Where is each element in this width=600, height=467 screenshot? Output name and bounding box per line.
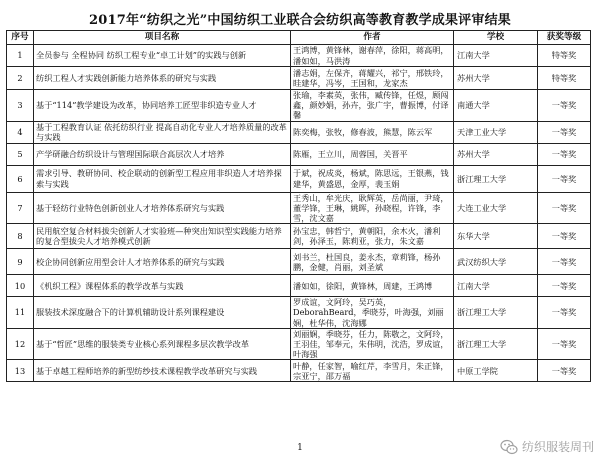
row-school: 苏州大学 [454,67,538,90]
row-no: 9 [7,249,34,275]
row-award: 一等奖 [538,143,591,165]
row-school: 东华大学 [454,224,538,249]
row-school: 浙江理工大学 [454,165,538,192]
table-row [7,143,591,165]
table-row [7,121,591,143]
table-row [7,328,591,360]
row-no: 7 [7,192,34,224]
row-school: 浙江理工大学 [454,297,538,329]
header-no: 序号 [7,31,34,45]
row-project: 需求引导、教研协同、校企联动的创新型工程应用非织造人才培养探索与实践 [34,165,291,192]
row-project: 民用航空复合材料拔尖创新人才实验班—种突出知识型实践能力培养的复合型拔尖人才培养模式创新 [34,224,291,249]
row-no: 5 [7,143,34,165]
row-authors: 于斌，祝成炎，杨斌，陈思远，王银燕，钱建华，黄盛恩，金厚，裴玉娟 [291,165,454,192]
row-project: 产学研融合纺织设计与管理国际联合高层次人才培养 [34,143,291,165]
page-number: 1 [297,443,303,453]
row-school: 天津工业大学 [454,121,538,143]
row-no: 12 [7,328,34,360]
row-project: 校企协同创新应用型会计人才培养体系的研究与实践 [34,249,291,275]
row-no: 4 [7,121,34,143]
row-award: 一等奖 [538,224,591,249]
row-authors: 陈雁，王立川，周蓉国，关晋平 [291,143,454,165]
row-project: 纺织工程人才实践创新能力培养体系的研究与实践 [34,67,291,90]
table-row [7,165,591,192]
table-row [7,90,591,122]
row-project: 基于“114”教学建设为改革，协同培养工匠型非织造专业人才 [34,90,291,122]
table-row [7,224,591,249]
row-award: 一等奖 [538,360,591,382]
row-school: 大连工业大学 [454,192,538,224]
row-award: 一等奖 [538,275,591,297]
row-authors: 叶静，任家智，喻红芹，李雪月，朱正锋，宗亚宁，邵万福 [291,360,454,382]
row-award: 特等奖 [538,67,591,90]
table-row [7,249,591,275]
row-project: 《机织工程》课程体系的教学改革与实践 [34,275,291,297]
row-authors: 罗成谊，文阿玲，吴巧英，DeborahBeard，季晓芬，叶海强，刘丽娴，杜华伟，沈海娜 [291,297,454,329]
row-school: 武汉纺织大学 [454,249,538,275]
row-school: 中原工学院 [454,360,538,382]
row-no: 2 [7,67,34,90]
row-no: 8 [7,224,34,249]
document-title: 2017年“纺织之光”中国纺织工业联合会纺织高等教育教学成果评审结果 [89,13,511,28]
row-award: 一等奖 [538,249,591,275]
header-authors: 作者 [291,31,454,45]
table-row [7,192,591,224]
row-school: 苏州大学 [454,143,538,165]
table-row [7,67,591,90]
row-no: 1 [7,45,34,67]
table-row [7,297,591,329]
watermark [500,438,594,455]
table-row [7,45,591,67]
row-project: 基于卓越工程师培养的新型纺纱技术课程教学改革研究与实践 [34,360,291,382]
row-project: 全员参与 全程协同 纺织工程专业“卓工计划”的实践与创新 [34,45,291,67]
row-authors: 张瑜，李素英，张伟，臧传锋，任煜，顾闯鑫，颜妙娟，孙卉，张广宇，曹振博，付译馨 [291,90,454,122]
row-award: 一等奖 [538,328,591,360]
row-authors: 刘丽娴，季晓芬，任力，陈敬之，文阿玲，王羽佳，邹奉元，朱伟明，沈浩，罗成谊，叶海强 [291,328,454,360]
row-award: 一等奖 [538,297,591,329]
row-project: 基于工程教育认证 依托纺织行业 提高自动化专业人才培养质量的改革与实践 [34,121,291,143]
row-no: 10 [7,275,34,297]
header-award: 获奖等级 [538,31,591,45]
row-authors: 刘书兰，杜国良，姜永杰，章莉锋，杨孙鹏，金健，肖丽，刘圣斌 [291,249,454,275]
wechat-icon [500,439,518,455]
row-school: 浙江理工大学 [454,328,538,360]
row-award: 一等奖 [538,192,591,224]
row-school: 江南大学 [454,45,538,67]
row-authors: 潘志娟，左保齐，蒋耀兴，祁宁，邢铁玲，眭建华，冯岑，王国和，龙家杰 [291,67,454,90]
row-authors: 王鸿博，黄锋林，谢春萍，徐阳，蒋高明，潘如如，马洪涛 [291,45,454,67]
row-authors: 孙宝忠，韩哲宁，黄朝阳，余木火，潘利剑，孙泽玉，陈莉亚，张力，朱文嘉 [291,224,454,249]
row-no: 13 [7,360,34,382]
row-project: 基于“哲匠”思维的服装类专业核心系列课程多层次教学改革 [34,328,291,360]
watermark-text: 纺织服装周刊 [521,440,594,454]
table-row [7,360,591,382]
row-school: 南通大学 [454,90,538,122]
row-project: 基于轻纺行业特色创新创业人才培养体系研究与实践 [34,192,291,224]
row-school: 江南大学 [454,275,538,297]
header-project: 项目名称 [34,31,291,45]
row-award: 一等奖 [538,90,591,122]
results-table [6,30,591,382]
table-header-row [7,31,591,45]
header-school: 学校 [454,31,538,45]
row-no: 11 [7,297,34,329]
row-award: 特等奖 [538,45,591,67]
row-award: 一等奖 [538,121,591,143]
row-authors: 陈奕梅，张牧，修春波，熊慧，陈云军 [291,121,454,143]
row-no: 6 [7,165,34,192]
row-authors: 潘如如，徐阳，黄锋林，周建，王鸿博 [291,275,454,297]
row-authors: 王秀山，牟光庆，耿辉英，岳尚丽，尹琦，董学锋，王琳，姚晖，孙晓程，许锋，李雪，沈文嘉 [291,192,454,224]
table-row [7,275,591,297]
row-no: 3 [7,90,34,122]
row-award: 一等奖 [538,165,591,192]
row-project: 服装技术深度融合下的计算机辅助设计系列课程建设 [34,297,291,329]
